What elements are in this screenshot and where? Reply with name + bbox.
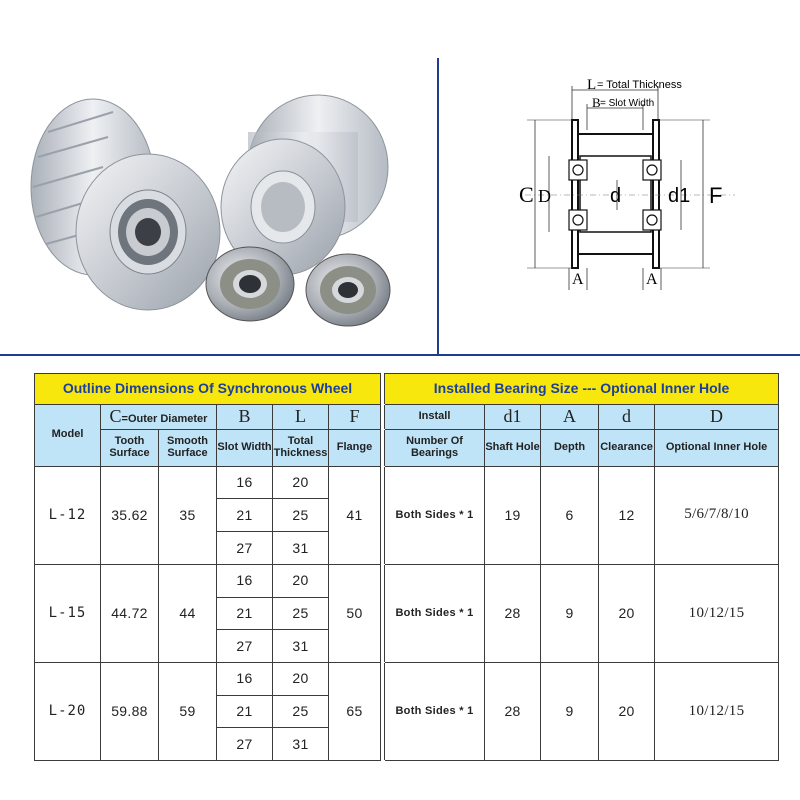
header-b: B bbox=[217, 404, 273, 429]
product-image-area bbox=[0, 0, 800, 356]
row-total-thickness: 25 bbox=[273, 695, 329, 728]
header-depth: Depth bbox=[541, 429, 599, 466]
row-depth: 6 bbox=[541, 466, 599, 564]
row-slot-width: 21 bbox=[217, 695, 273, 728]
row-tooth: 59.88 bbox=[101, 662, 159, 760]
row-shaft: 19 bbox=[485, 466, 541, 564]
header-tooth-surface: Tooth Surface bbox=[101, 429, 159, 466]
bearing-right bbox=[306, 254, 390, 326]
row-slot-width: 16 bbox=[217, 466, 273, 499]
diagram-d1-label: d1 bbox=[668, 185, 691, 207]
row-total-thickness: 25 bbox=[273, 597, 329, 630]
header-shaft-hole: Shaft Hole bbox=[485, 429, 541, 466]
header-optional-inner-hole: Optional Inner Hole bbox=[655, 429, 779, 466]
horizontal-divider bbox=[0, 354, 800, 356]
diagram-B-label: B bbox=[592, 95, 601, 110]
row-shaft: 28 bbox=[485, 564, 541, 662]
row-total-thickness: 31 bbox=[273, 630, 329, 663]
row-tooth: 35.62 bbox=[101, 466, 159, 564]
right-table-title: Installed Bearing Size --- Optional Inner Hole bbox=[385, 374, 779, 405]
row-clearance: 12 bbox=[599, 466, 655, 564]
header-outer-diameter bbox=[101, 404, 217, 429]
row-slot-width: 16 bbox=[217, 662, 273, 695]
left-table-title: Outline Dimensions Of Synchronous Wheel bbox=[35, 374, 381, 405]
row-flange: 65 bbox=[329, 662, 381, 760]
header-number-of-bearings: Number Of Bearings bbox=[385, 429, 485, 466]
row-slot-width: 27 bbox=[217, 728, 273, 761]
header-D: D bbox=[655, 404, 779, 429]
row-slot-width: 27 bbox=[217, 532, 273, 565]
diagram-A-right-label: A bbox=[646, 271, 658, 288]
pulley-product-photo bbox=[18, 72, 398, 342]
header-clearance: Clearance bbox=[599, 429, 655, 466]
row-model: L-12 bbox=[35, 466, 101, 564]
diagram-F-label: F bbox=[709, 183, 723, 208]
pulley-cross-section-diagram bbox=[505, 72, 750, 297]
row-inner-hole: 10/12/15 bbox=[655, 662, 779, 760]
specification-table bbox=[34, 373, 778, 761]
header-d-small: d bbox=[599, 404, 655, 429]
diagram-d-label: d bbox=[610, 185, 622, 207]
row-total-thickness: 20 bbox=[273, 564, 329, 597]
header-c-symbol: C bbox=[109, 406, 122, 427]
header-total-thickness: Total Thickness bbox=[273, 429, 329, 466]
row-install: Both Sides * 1 bbox=[385, 564, 485, 662]
row-depth: 9 bbox=[541, 662, 599, 760]
diagram-C-label: C bbox=[519, 182, 534, 207]
header-slot-width: Slot Width bbox=[217, 429, 273, 466]
row-smooth: 44 bbox=[159, 564, 217, 662]
row-install: Both Sides * 1 bbox=[385, 662, 485, 760]
header-a: A bbox=[541, 404, 599, 429]
row-total-thickness: 20 bbox=[273, 662, 329, 695]
header-install: Install bbox=[385, 404, 485, 429]
row-slot-width: 21 bbox=[217, 499, 273, 532]
header-c-text: =Outer Diameter bbox=[121, 413, 208, 426]
row-flange: 41 bbox=[329, 466, 381, 564]
row-model: L-20 bbox=[35, 662, 101, 760]
row-slot-width: 27 bbox=[217, 630, 273, 663]
header-model: Model bbox=[35, 404, 101, 466]
row-depth: 9 bbox=[541, 564, 599, 662]
row-slot-width: 16 bbox=[217, 564, 273, 597]
row-total-thickness: 31 bbox=[273, 728, 329, 761]
row-inner-hole: 10/12/15 bbox=[655, 564, 779, 662]
vertical-divider bbox=[437, 58, 439, 354]
row-clearance: 20 bbox=[599, 564, 655, 662]
diagram-A-left-label: A bbox=[572, 271, 584, 288]
row-tooth: 44.72 bbox=[101, 564, 159, 662]
row-inner-hole: 5/6/7/8/10 bbox=[655, 466, 779, 564]
row-model: L-15 bbox=[35, 564, 101, 662]
row-smooth: 35 bbox=[159, 466, 217, 564]
header-f: F bbox=[329, 404, 381, 429]
header-flange: Flange bbox=[329, 429, 381, 466]
toothed-pulley bbox=[31, 99, 220, 310]
row-total-thickness: 25 bbox=[273, 499, 329, 532]
row-slot-width: 21 bbox=[217, 597, 273, 630]
row-clearance: 20 bbox=[599, 662, 655, 760]
row-total-thickness: 20 bbox=[273, 466, 329, 499]
diagram-L-text: = Total Thickness bbox=[597, 79, 682, 91]
row-shaft: 28 bbox=[485, 662, 541, 760]
header-l: L bbox=[273, 404, 329, 429]
header-d1: d1 bbox=[485, 404, 541, 429]
row-smooth: 59 bbox=[159, 662, 217, 760]
row-flange: 50 bbox=[329, 564, 381, 662]
header-smooth-surface: Smooth Surface bbox=[159, 429, 217, 466]
row-total-thickness: 31 bbox=[273, 532, 329, 565]
diagram-D-label: D bbox=[538, 186, 551, 206]
row-install: Both Sides * 1 bbox=[385, 466, 485, 564]
diagram-L-label: L bbox=[587, 77, 597, 93]
diagram-B-text: = Slot Width bbox=[600, 98, 655, 109]
bearing-left bbox=[206, 247, 294, 321]
